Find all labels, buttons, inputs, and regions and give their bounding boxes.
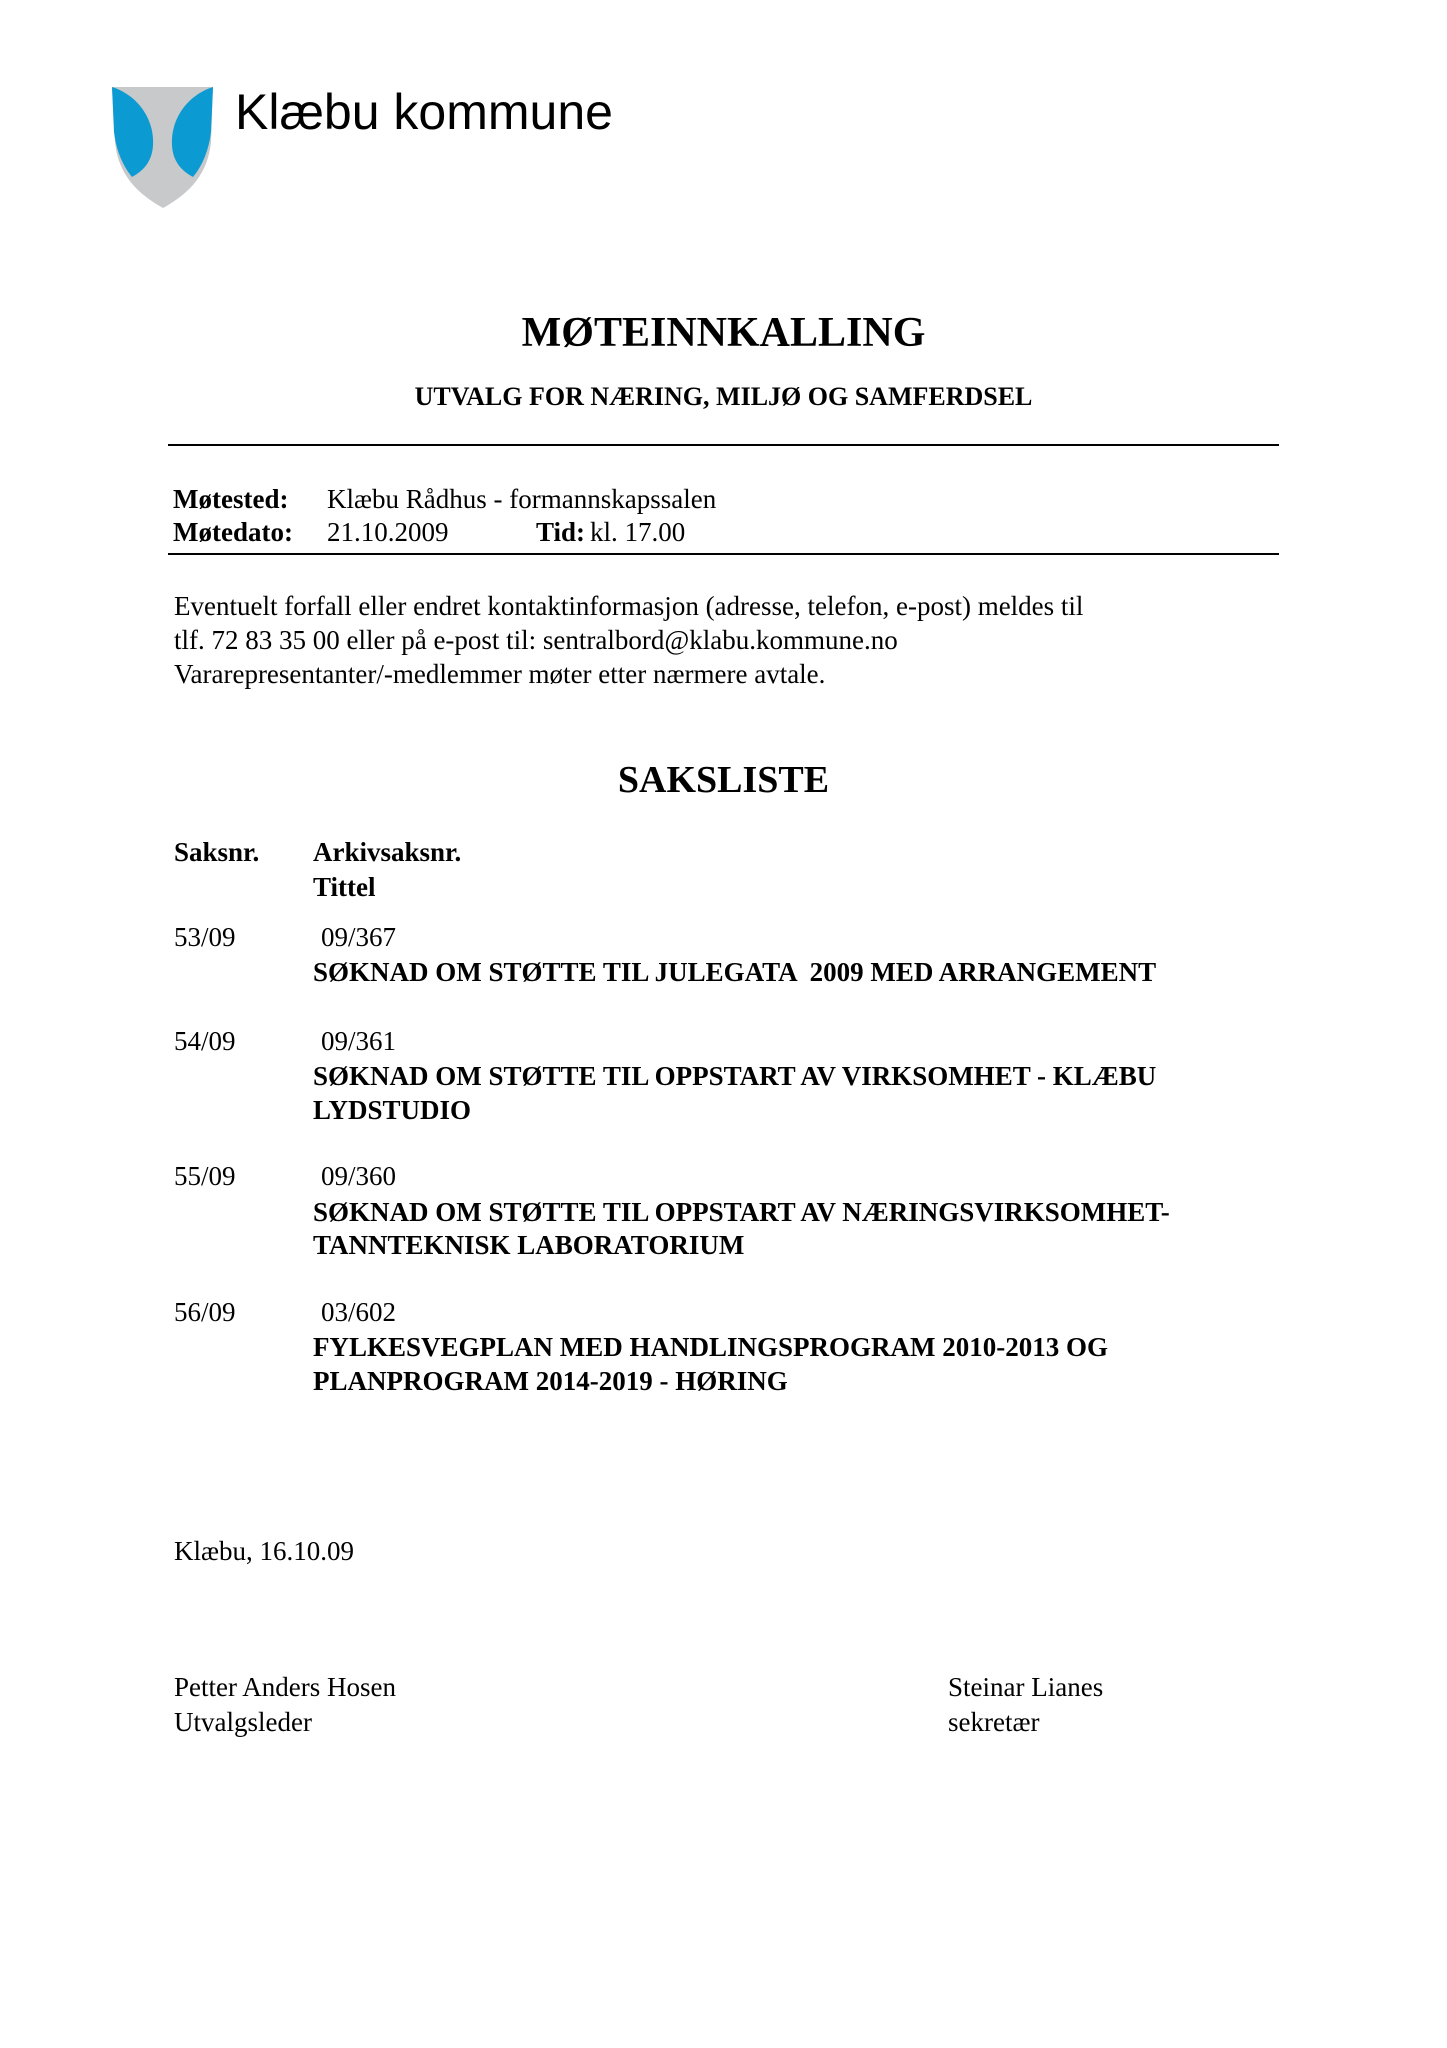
signatory-right-role: sekretær <box>948 1707 1040 1737</box>
archive-number: 09/367 <box>321 922 397 952</box>
column-header-arkivsaksnr: Arkivsaksnr. <box>313 837 462 867</box>
archive-number: 03/602 <box>321 1297 397 1327</box>
agenda-heading: SAKSLISTE <box>617 759 830 801</box>
notice-line: tlf. 72 83 35 00 eller på e-post til: sentralbord@klabu.kommune.no <box>174 625 898 655</box>
archive-number: 09/361 <box>321 1026 397 1056</box>
case-title: PLANPROGRAM 2014-2019 - HØRING <box>313 1366 788 1396</box>
place-and-date: Klæbu, 16.10.09 <box>174 1536 355 1566</box>
case-title: SØKNAD OM STØTTE TIL JULEGATA 2009 MED ARRANGEMENT <box>313 957 1157 987</box>
signatory-right-name: Steinar Lianes <box>948 1672 1104 1702</box>
divider-bottom <box>168 553 1279 555</box>
meeting-date-label: Møtedato: <box>173 517 293 547</box>
notice-line: Eventuelt forfall eller endret kontaktinformasjon (adresse, telefon, e-post) meldes til <box>174 591 1084 621</box>
committee-name: UTVALG FOR NÆRING, MILJØ OG SAMFERDSEL <box>414 382 1033 411</box>
column-header-saksnr: Saksnr. <box>174 837 260 867</box>
case-number: 56/09 <box>174 1297 236 1327</box>
column-header-tittel: Tittel <box>313 872 376 902</box>
case-number: 55/09 <box>174 1161 236 1191</box>
case-title: FYLKESVEGPLAN MED HANDLINGSPROGRAM 2010-2013 OG <box>313 1332 1109 1362</box>
meeting-place-value: Klæbu Rådhus - formannskapssalen <box>327 484 717 514</box>
archive-number: 09/360 <box>321 1161 397 1191</box>
municipality-coat-of-arms-icon <box>112 87 214 209</box>
case-number: 54/09 <box>174 1026 236 1056</box>
divider-top <box>168 444 1279 446</box>
case-number: 53/09 <box>174 922 236 952</box>
meeting-time-value: kl. 17.00 <box>590 517 686 547</box>
case-title: SØKNAD OM STØTTE TIL OPPSTART AV NÆRINGSVIRKSOMHET- <box>313 1197 1170 1227</box>
page-title: MØTEINNKALLING <box>521 310 926 356</box>
logo-text: Klæbu kommune <box>235 84 613 140</box>
notice-line: Vararepresentanter/-medlemmer møter etter nærmere avtale. <box>174 659 826 689</box>
signatory-left-role: Utvalgsleder <box>174 1707 312 1737</box>
meeting-place-label: Møtested: <box>173 484 289 514</box>
meeting-time-label: Tid: <box>536 517 586 547</box>
signatory-left-name: Petter Anders Hosen <box>174 1672 396 1702</box>
case-title: TANNTEKNISK LABORATORIUM <box>313 1230 745 1260</box>
case-title: SØKNAD OM STØTTE TIL OPPSTART AV VIRKSOMHET - KLÆBU <box>313 1061 1157 1091</box>
case-title: LYDSTUDIO <box>313 1095 472 1125</box>
meeting-date-value: 21.10.2009 <box>327 517 449 547</box>
